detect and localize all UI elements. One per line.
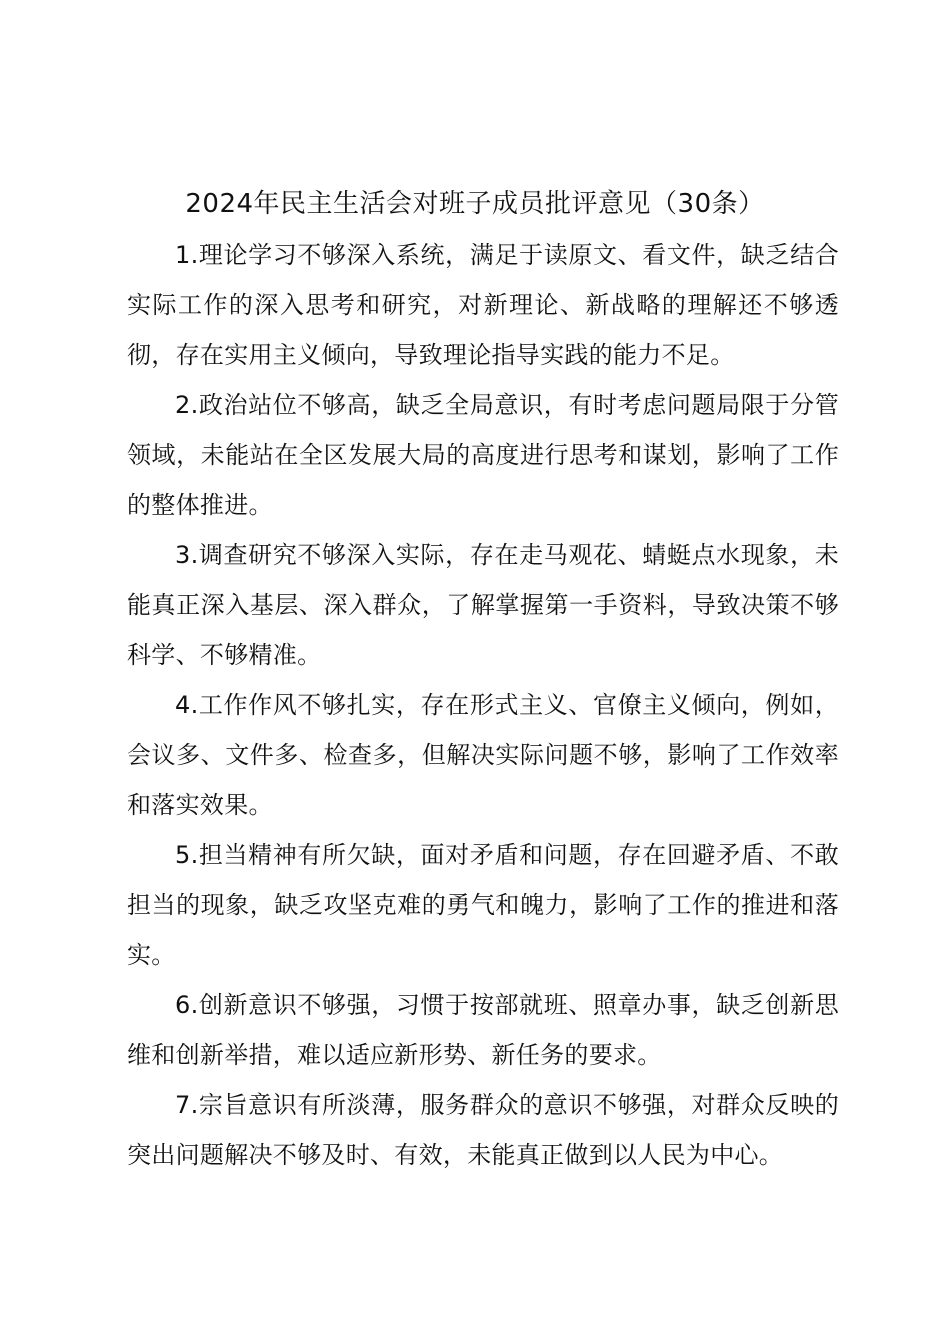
document-body xyxy=(127,230,839,1180)
paragraph-5: 5.担当精神有所欠缺，面对矛盾和问题，存在回避矛盾、不敢担当的现象，缺乏攻坚克难的勇气和魄力，影响了工作的推进和落实。 xyxy=(127,841,839,969)
paragraph-3: 3.调查研究不够深入实际，存在走马观花、蜻蜓点水现象，未能真正深入基层、深入群众，了解掌握第一手资料，导致决策不够科学、不够精准。 xyxy=(127,541,839,669)
document-title: 2024年民主生活会对班子成员批评意见（30条） xyxy=(185,189,765,219)
paragraph-2: 2.政治站位不够高，缺乏全局意识，有时考虑问题局限于分管领域，未能站在全区发展大局的高度进行思考和谋划，影响了工作的整体推进。 xyxy=(127,391,839,519)
paragraph-1: 1.理论学习不够深入系统，满足于读原文、看文件，缺乏结合实际工作的深入思考和研究，对新理论、新战略的理解还不够透彻，存在实用主义倾向，导致理论指导实践的能力不足。 xyxy=(127,241,839,369)
paragraph-6: 6.创新意识不够强，习惯于按部就班、照章办事，缺乏创新思维和创新举措，难以适应新形势、新任务的要求。 xyxy=(127,991,839,1069)
paragraph-4: 4.工作作风不够扎实，存在形式主义、官僚主义倾向，例如，会议多、文件多、检查多，但解决实际问题不够，影响了工作效率和落实效果。 xyxy=(127,691,839,819)
paragraph-7: 7.宗旨意识有所淡薄，服务群众的意识不够强，对群众反映的突出问题解决不够及时、有效，未能真正做到以人民为中心。 xyxy=(127,1091,839,1169)
